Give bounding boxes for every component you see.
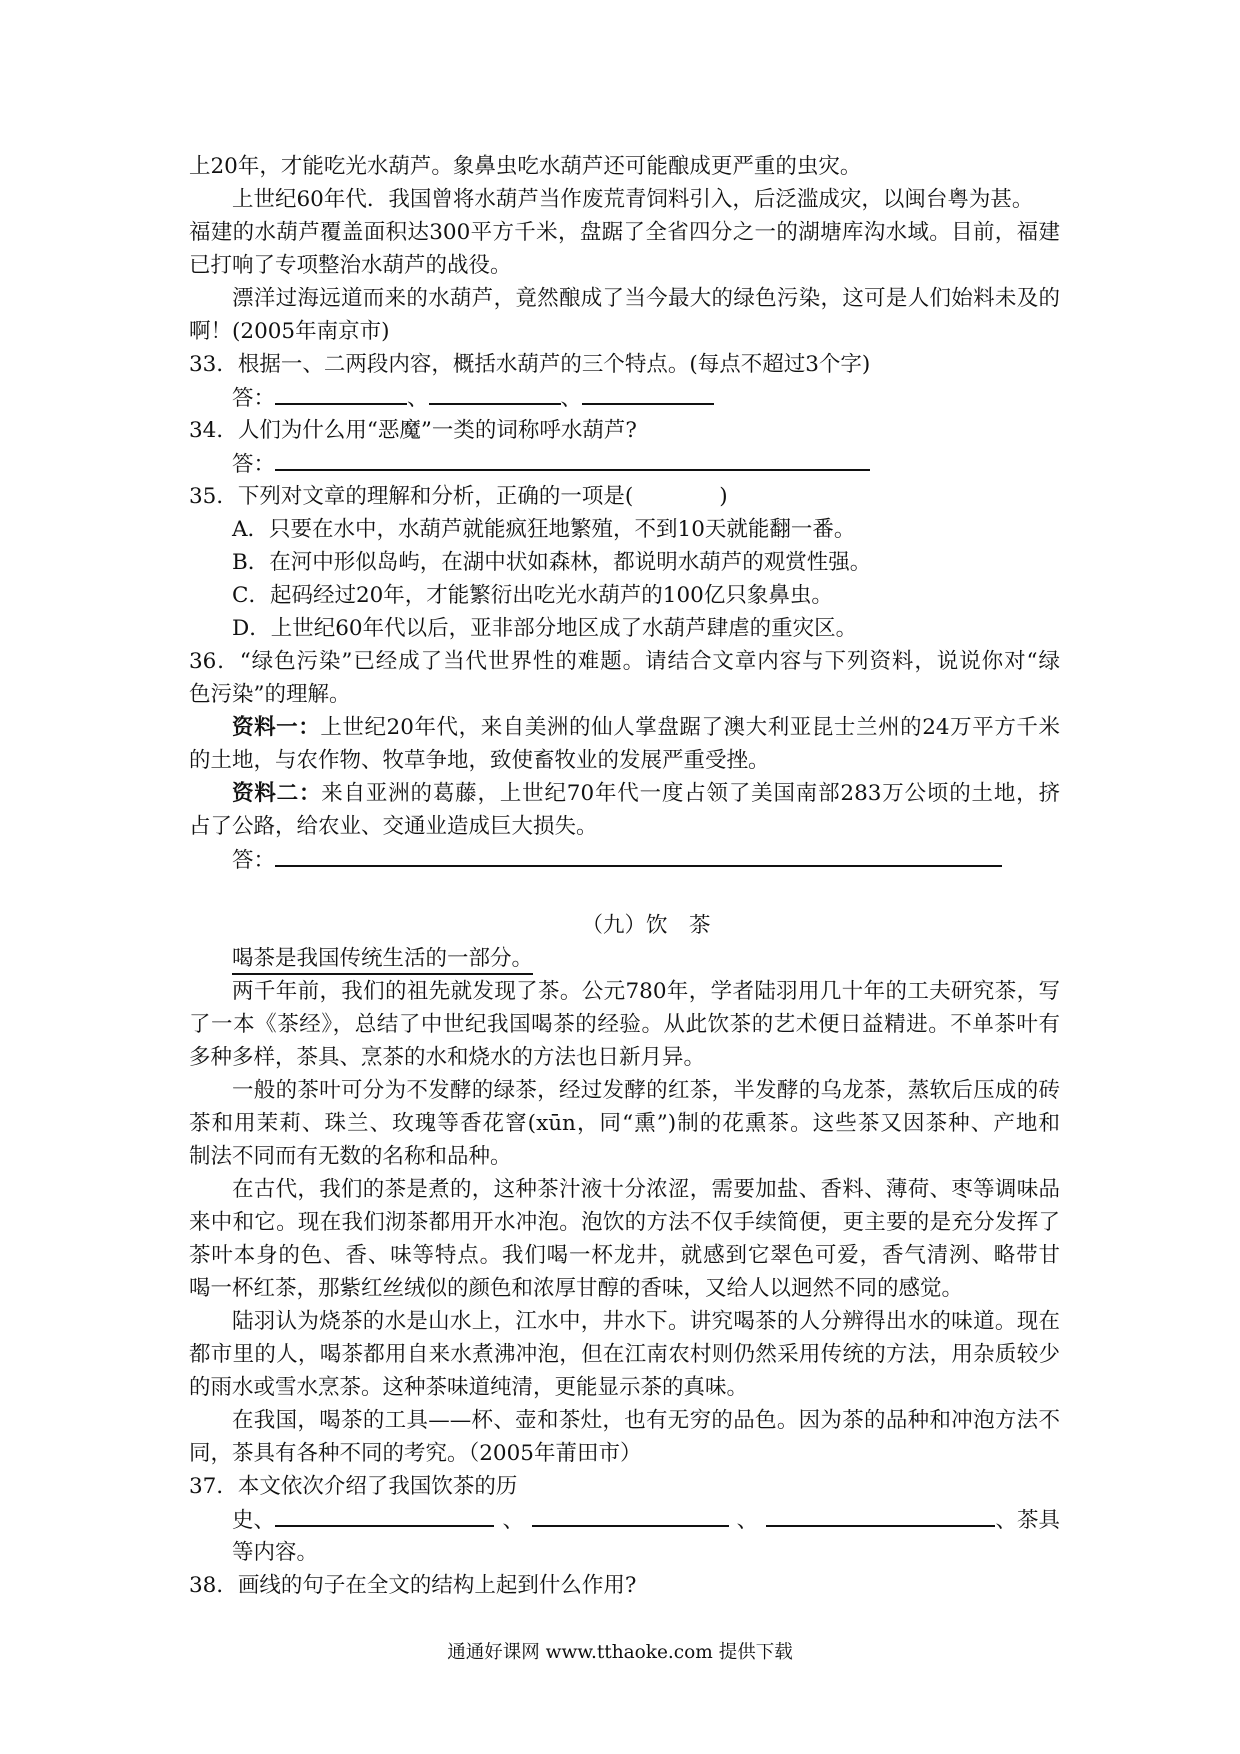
- text-line: 两千年前，我们的祖先就发现了茶。公元780年，学者陆羽用几十年的工夫研究茶，写: [232, 979, 1060, 1004]
- text-line: 同，茶具有各种不同的考究。（2005年莆田市）: [189, 1441, 642, 1466]
- separator: 、: [560, 386, 583, 411]
- option-c[interactable]: C．起码经过20年，才能繁衍出吃光水葫芦的100亿只象鼻虫。: [232, 583, 833, 608]
- question-33: 33．根据一、二两段内容，概括水葫芦的三个特点。(每点不超过3个字): [189, 352, 871, 377]
- question-37: 37．本文依次介绍了我国饮茶的历: [189, 1474, 518, 1499]
- question-36: 36．“绿色污染”已经成了当代世界性的难题。请结合文章内容与下列资料，说说你对“绿: [189, 649, 1060, 674]
- document-body: [189, 150, 1060, 1602]
- text-line: 的雨水或雪水烹茶。这种茶味道纯清，更能显示茶的真味。: [189, 1375, 749, 1400]
- underlined-sentence: [189, 942, 1060, 975]
- answer-blank[interactable]: [275, 381, 407, 405]
- text-line: 都市里的人，喝茶都用自来水煮沸冲泡，但在江南农村则仍然采用传统的方法，用杂质较少: [189, 1342, 1060, 1367]
- answer-blank[interactable]: [532, 1503, 729, 1527]
- text-line: 茶叶本身的色、香、味等特点。我们喝一杯龙井，就感到它翠色可爱，香气清洌、略带甘: [189, 1243, 1060, 1268]
- answer-label: 答：: [232, 848, 276, 873]
- material-text: 来自亚洲的葛藤，上世纪70年代一度占领了美国南部283万公顷的土地，挤: [321, 781, 1060, 806]
- answer-blank[interactable]: [429, 381, 561, 405]
- text-line: 上20年，才能吃光水葫芦。象鼻虫吃水葫芦还可能酿成更严重的虫灾。: [189, 154, 862, 179]
- answer-label: 答：: [232, 452, 276, 477]
- answer-blank[interactable]: [275, 843, 1002, 867]
- text-line: 陆羽认为烧茶的水是山水上，江水中，井水下。讲究喝茶的人分辨得出水的味道。现在: [232, 1309, 1060, 1334]
- text-line: 占了公路，给农业、交通业造成巨大损失。: [189, 814, 598, 839]
- text: 史、: [232, 1508, 276, 1533]
- option-a[interactable]: A．只要在水中，水葫芦就能疯狂地繁殖，不到10天就能翻一番。: [232, 517, 856, 542]
- answer-34: [189, 447, 1060, 480]
- text-line: 在我国，喝茶的工具——杯、壶和茶灶，也有无穷的品色。因为茶的品种和冲泡方法不: [232, 1408, 1060, 1433]
- material-1: [189, 711, 1060, 744]
- answer-36: [189, 843, 1060, 876]
- text-line: 喝一杯红茶，那紫红丝绒似的颜色和浓厚甘醇的香味，又给人以迥然不同的感觉。: [189, 1276, 964, 1301]
- text-line: 福建的水葫芦覆盖面积达300平方千米，盘踞了全省四分之一的湖塘库沟水域。目前，福建: [189, 220, 1060, 245]
- material-2: [189, 777, 1060, 810]
- material-label: 资料一：: [232, 715, 321, 740]
- text-line: 了一本《茶经》，总结了中世纪我国喝茶的经验。从此饮茶的艺术便日益精进。不单茶叶有: [189, 1012, 1060, 1037]
- text-line: 来中和它。现在我们沏茶都用开水冲泡。泡饮的方法不仅手续简便，更主要的是充分发挥了: [189, 1210, 1060, 1235]
- answer-blank[interactable]: [582, 381, 714, 405]
- text-line: 在古代，我们的茶是煮的，这种茶汁液十分浓涩，需要加盐、香料、薄荷、枣等调味品: [232, 1177, 1060, 1202]
- text-line: 制法不同而有无数的名称和品种。: [189, 1144, 512, 1169]
- answer-blank[interactable]: [275, 447, 870, 471]
- text-line: 一般的茶叶可分为不发酵的绿茶，经过发酵的红茶，半发酵的乌龙茶，蒸软后压成的砖: [232, 1078, 1060, 1103]
- text-line: 多种多样，茶具、烹茶的水和烧水的方法也日新月异。: [189, 1045, 706, 1070]
- question-38: 38．画线的句子在全文的结构上起到什么作用?: [189, 1573, 637, 1598]
- answer-37: [189, 1503, 1060, 1536]
- answer-blank[interactable]: [766, 1503, 995, 1527]
- text-line: 上世纪60年代．我国曾将水葫芦当作废荒青饲料引入，后泛滥成灾，以闽台粤为甚。: [232, 187, 1034, 212]
- material-text: 上世纪20年代，来自美洲的仙人掌盘踞了澳大利亚昆士兰州的24万平方千米: [320, 715, 1060, 740]
- text-line: 漂洋过海远道而来的水葫芦，竟然酿成了当今最大的绿色污染，这可是人们始料未及的: [232, 286, 1060, 311]
- separator: 、: [407, 386, 429, 411]
- text: 、茶具: [995, 1508, 1060, 1533]
- text-line: 茶和用茉莉、珠兰、玫瑰等香花窨(xūn，同“熏”)制的花熏茶。这些茶又因茶种、产地和: [189, 1111, 1060, 1136]
- text-line: 色污染”的理解。: [189, 682, 351, 707]
- text-line: 已打响了专项整治水葫芦的战役。: [189, 253, 512, 278]
- text-line: 啊！(2005年南京市): [189, 319, 390, 344]
- underlined-text: 喝茶是我国传统生活的一部分。: [232, 945, 533, 975]
- option-d[interactable]: D．上世纪60年代以后，亚非部分地区成了水葫芦肆虐的重灾区。: [232, 616, 858, 641]
- answer-33: [189, 381, 1060, 414]
- text-line: 的土地，与农作物、牧草争地，致使畜牧业的发展严重受挫。: [189, 748, 770, 773]
- option-b[interactable]: B．在河中形似岛屿，在湖中状如森林，都说明水葫芦的观赏性强。: [232, 550, 872, 575]
- material-label: 资料二：: [232, 781, 322, 806]
- footer-watermark: 通通好课网 www.tthaoke.com 提供下载: [447, 1642, 793, 1663]
- question-35: 35．下列对文章的理解和分析，正确的一项是( ): [189, 484, 728, 509]
- section-title: （九）饮 茶: [581, 913, 711, 938]
- question-34: 34．人们为什么用“恶魔”一类的词称呼水葫芦?: [189, 418, 637, 443]
- answer-label: 答：: [232, 386, 276, 411]
- answer-blank[interactable]: [275, 1503, 494, 1527]
- separator: 、: [736, 1508, 759, 1533]
- text-line: 等内容。: [232, 1540, 319, 1565]
- separator: 、: [502, 1508, 524, 1533]
